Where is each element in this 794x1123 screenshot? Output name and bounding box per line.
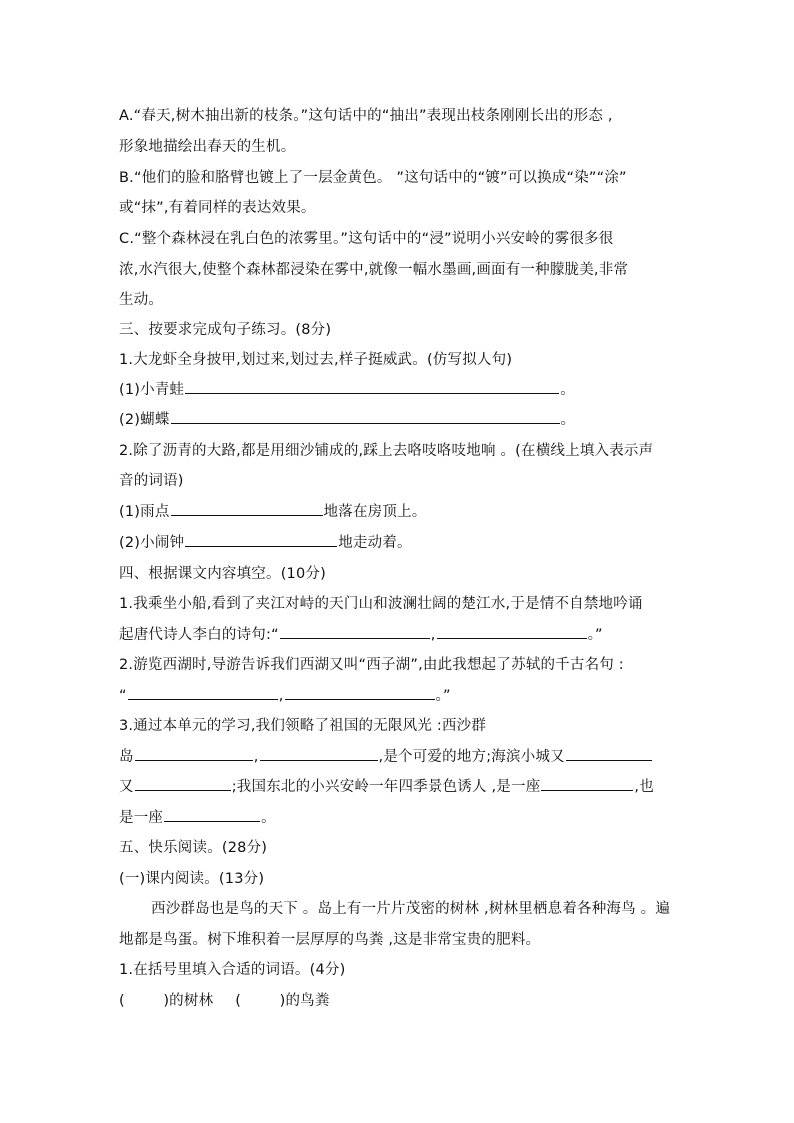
answer-blank[interactable] <box>566 747 652 761</box>
option-b-line-2: 或“抹”,有着同样的表达效果。 <box>119 200 316 216</box>
passage-line-1: 西沙群岛也是鸟的天下 。岛上有一片片茂密的树林 ,树林里栖息着各种海鸟 。遍 <box>151 901 671 917</box>
punctuation: , <box>430 627 436 643</box>
punctuation: ,也 <box>634 779 654 795</box>
item-label: (1)雨点 <box>119 504 170 520</box>
section-4-question-1-line-1: 1.我乘坐小船,看到了夹江对峙的天门山和波澜壮阔的楚江水,于是情不自禁地吟诵 <box>119 596 643 612</box>
answer-blank[interactable] <box>285 686 435 700</box>
item-label: (2)小闹钟 <box>119 535 185 551</box>
answer-blank[interactable] <box>437 625 587 639</box>
punctuation: 。” <box>587 627 603 643</box>
section-5-title: 五、快乐阅读。(28分) <box>119 840 268 856</box>
option-c-line-1: C.“整个森林浸在乳白色的浓雾里。”这句话中的“浸”说明小兴安岭的雾很多很 <box>119 231 614 247</box>
punctuation: 。” <box>435 688 451 704</box>
section-4-question-3-line-3 <box>119 777 654 797</box>
item-tail: 地落在房顶上。 <box>323 504 427 520</box>
answer-blank[interactable] <box>135 747 253 761</box>
answer-blank[interactable] <box>541 777 633 791</box>
section-3-title: 三、按要求完成句子练习。(8分) <box>119 322 332 338</box>
section-3-q2-item-1 <box>119 502 426 522</box>
answer-blank[interactable] <box>135 777 231 791</box>
section-5-q1-blanks <box>119 991 330 1011</box>
section-3-q1-item-2 <box>119 410 575 430</box>
fill-in-parentheses[interactable]: ( )的树林 <box>119 993 214 1009</box>
answer-blank[interactable] <box>280 625 430 639</box>
item-label: (2)蝴蝶 <box>119 412 170 428</box>
section-4-question-3-line-2 <box>119 747 653 767</box>
section-5-question-1: 1.在括号里填入合适的词语。(4分) <box>119 962 346 978</box>
option-b-line-1: B.“他们的脸和胳臂也镀上了一层金黄色。 ”这句话中的“镀”可以换成“染”“涂” <box>119 170 627 186</box>
punctuation: , <box>253 749 259 765</box>
punctuation: , <box>278 688 284 704</box>
option-c-line-3: 生动。 <box>119 292 164 308</box>
item-tail: ;我国东北的小兴安岭一年四季景色诱人 ,是一座 <box>231 779 541 795</box>
section-3-q2-item-2 <box>119 533 412 553</box>
open-quote: “ <box>119 688 127 704</box>
item-tail: ,是个可爱的地方;海滨小城又 <box>378 749 565 765</box>
answer-blank[interactable] <box>128 686 278 700</box>
section-3-q1-item-1 <box>119 380 575 400</box>
punctuation: 。 <box>560 412 576 428</box>
section-4-question-2-line-2 <box>119 686 451 706</box>
item-label: 又 <box>119 779 134 795</box>
section-3-question-2-line-2: 音的词语) <box>119 473 184 489</box>
answer-blank[interactable] <box>260 747 378 761</box>
item-label: 是一座 <box>119 810 164 826</box>
punctuation: 。 <box>560 382 575 398</box>
section-3-question-2-line-1: 2.除了沥青的大路,都是用细沙铺成的,踩上去咯吱咯吱地响 。(在横线上填入表示声 <box>119 443 654 459</box>
section-4-question-2-line-1: 2.游览西湖时,导游告诉我们西湖又叫“西子湖”,由此我想起了苏轼的千古名句 : <box>119 657 624 673</box>
answer-blank[interactable] <box>185 380 559 394</box>
section-5-subtitle: (一)课内阅读。(13分) <box>119 871 265 887</box>
option-a-line-2: 形象地描绘出春天的生机。 <box>119 139 296 155</box>
answer-blank[interactable] <box>171 502 323 516</box>
fill-in-parentheses[interactable]: ( )的鸟粪 <box>235 993 330 1009</box>
item-tail: 地走动着。 <box>338 535 412 551</box>
option-c-line-2: 浓,水汽很大,使整个森林都浸染在雾中,就像一幅水墨画,画面有一种朦胧美,非常 <box>119 262 629 278</box>
section-3-question-1: 1.大龙虾全身披甲,划过来,划过去,样子挺威武。(仿写拟人句) <box>119 352 513 368</box>
answer-blank[interactable] <box>185 533 337 547</box>
item-label: 岛 <box>119 749 134 765</box>
answer-blank[interactable] <box>171 410 560 424</box>
punctuation: 。 <box>261 810 276 826</box>
answer-blank[interactable] <box>164 808 260 822</box>
section-4-title: 四、根据课文内容填空。(10分) <box>119 566 326 582</box>
section-4-question-3-line-4 <box>119 808 276 828</box>
passage-line-2: 地都是鸟蛋。树下堆积着一层厚厚的鸟粪 ,这是非常宝贵的肥料。 <box>119 932 541 948</box>
section-4-question-3-line-1: 3.通过本单元的学习,我们领略了祖国的无限风光 :西沙群 <box>119 718 487 734</box>
option-a-line-1: A.“春天,树木抽出新的枝条。”这句话中的“抽出”表现出枝条刚刚长出的形态 , <box>119 108 613 124</box>
section-4-question-1-line-2 <box>119 625 603 645</box>
item-label: 起唐代诗人李白的诗句:“ <box>119 627 279 643</box>
item-label: (1)小青蛙 <box>119 382 185 398</box>
